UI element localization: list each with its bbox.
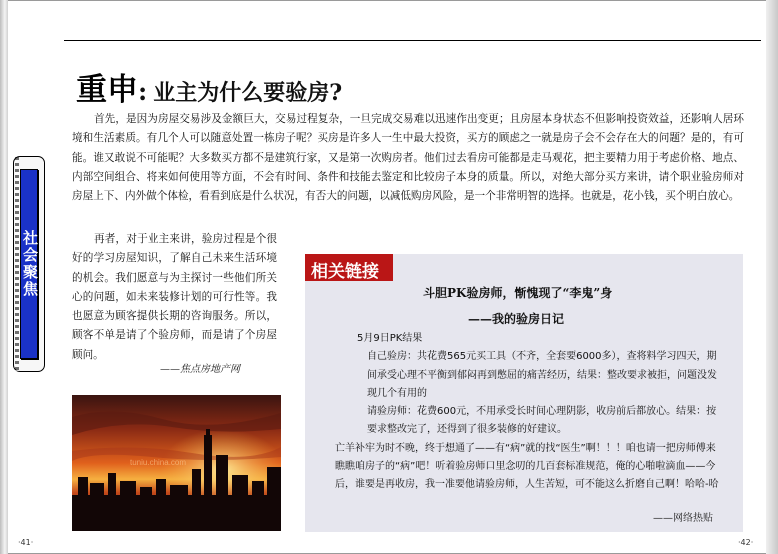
- side-label-text: 社会聚焦: [23, 229, 39, 298]
- side-label-border-pattern: [15, 157, 19, 371]
- article-heading: [76, 64, 343, 108]
- page-number-right: ·42·: [738, 538, 754, 547]
- top-rule: [64, 40, 761, 41]
- article-paragraph-1: 首先，是因为房屋交易涉及金额巨大，交易过程复杂，一旦完成交易难以迅速作出变更；且房屋本身状态不但影响投资效益，还影响人居环境和生活素质。有几个人可以随意处置一栋房子呢？买房是许多人一生中最大投资，买方的顾虑之一就是房子会不会存在大的问题？是的，有可能。谁又敢说不可能呢？大多数买方都不是建筑行家，又是第一次购房者。他们过去看房可能都是走马观花，把主要精力用于考虑价格、地点、内部空间组合、将来如何使用等方面，不会有时间、条件和技能去鉴定和比较房子本身的质量。所以，对绝大部分买方来讲，请个职业验房师对房屋上下、内外做个体检，看看到底是什么状况，有否大的问题，以减低购房风险，是一个非常明智的选择。也就是，花小钱，买个明白放心。: [72, 113, 744, 203]
- section-side-label: [13, 156, 45, 372]
- page-number-left: ·41·: [18, 538, 34, 547]
- side-label-band: [20, 169, 38, 359]
- article-source: ——焦点房地产网: [160, 364, 240, 375]
- diary-line-self: 自己验房：共花费565元买工具（不齐，全套要6000多），查将料学习四天，期间承受心理不平衡到郁闷再到憋屈的痛苦经历，结果：整改要求被拒，问题没发现几个有用的: [367, 351, 717, 399]
- heading-subtitle: 业主为什么要验房?: [153, 80, 343, 106]
- book-edge-right: [766, 0, 778, 554]
- related-links-tab-label: 相关链接: [311, 262, 379, 282]
- related-article-body: [335, 330, 723, 495]
- sunset-city-photo: [72, 395, 281, 531]
- diary-line-conclusion: 亡羊补牢为时不晚，终于想通了——有“病”就的找“医生”啊！！！咱也请一把房师傅来瞧瞧咱房子的“病”吧！听着验房师口里念叨的几百套标准规范，俺的心啪啦滴血——今后，谁要是再收房，我一准要他请验房师，人生苦短，可不能这么折磨自己啊！哈哈-哈: [335, 442, 719, 491]
- article-paragraph-2: 再者，对于业主来讲，验房过程是个很好的学习房屋知识，了解自己未来生活环境的机会。我们愿意与为主探讨一些他们所关心的问题，如未来装修计划的可行性等。我也愿意为顾客提供长期的咨询服务。所以，顾客不单是请了个验房师，而是请了个房屋顾问。: [72, 233, 277, 361]
- photo-watermark: tuniu.china.com: [130, 458, 187, 467]
- related-links-tab: [305, 254, 393, 281]
- book-spine-left: [0, 0, 8, 554]
- related-source: ——网络热贴: [653, 513, 713, 524]
- diary-line-inspector: 请验房师：花费600元，不用承受长时间心理阴影，收房前后都放心。结果：按要求整改完了，还得到了很多装修的好建议。: [367, 406, 717, 436]
- heading-colon: :: [138, 77, 148, 106]
- diary-date-line: 5月9日PK结果: [357, 333, 423, 344]
- heading-main: 重申: [76, 72, 138, 108]
- related-links-box: [305, 254, 743, 532]
- related-article-subtitle: ——我的验房日记: [468, 312, 565, 326]
- related-article-title: 斗胆PK验房师，惭愧现了“李鬼”身: [423, 286, 613, 300]
